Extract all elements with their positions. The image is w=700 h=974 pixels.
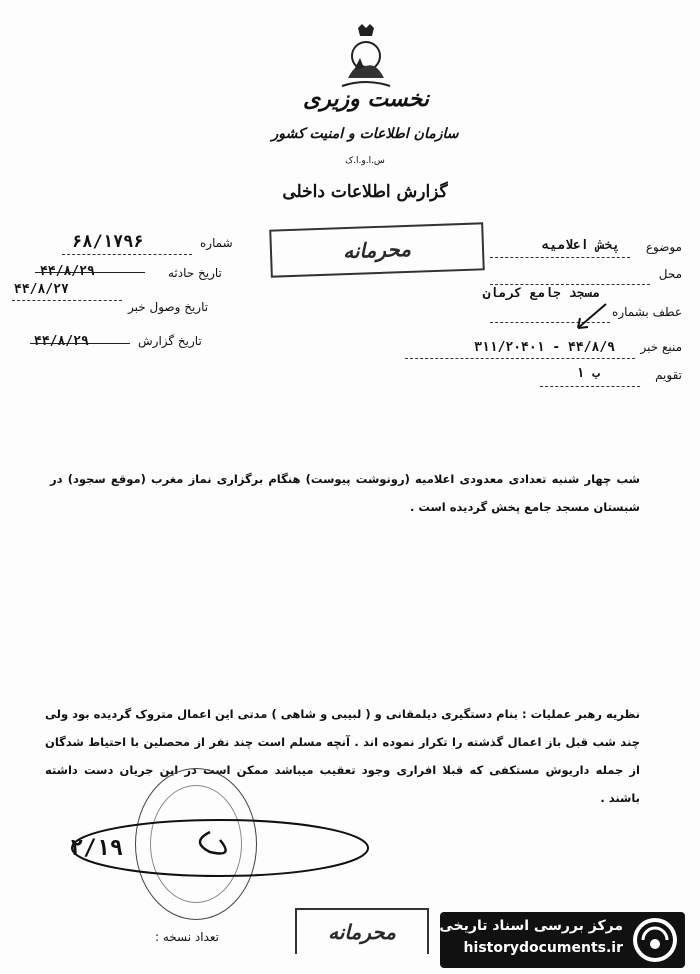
report-body-paragraph: شب چهار شنبه تعدادی معدودی اعلامیه (رونوشت پیوست) هنگام برگزاری نماز مغرب (موقع سجود) در شبستان مسجد جامع پخش گردیده است . [50,472,640,514]
report-date-value: ۴۴/۸/۲۹ [34,334,89,349]
archive-url: historydocuments.ir [463,940,623,956]
report-date-strike [30,343,130,344]
incident-date-label: تاریخ حادثه [168,266,222,280]
source-value: ۴۴/۸/۹ - ۳۱۱/۲۰۴۰۱ [474,340,615,355]
assessment-rule [540,386,640,387]
assessment-paragraph: نظریه رهبر عملیات : بنام دستگیری دیلمقانی و ( لبیبی و شاهی ) مدتی این اعمال متروک گردیده بود ولی چند شب قبل باز اعمال گذشته را تکرار نموده اند . آنچه مسلم است چند نفر از محصلین با احتیاط شدگان از جمله داریوش مستکفی که قبلا افراری وجود تعقیب میباشد ممکن است در این جریان دست داشته باشند . [45,707,640,805]
source-rule [405,358,635,359]
assessment-label: تقویم [655,368,682,382]
receipt-date-value: ۴۴/۸/۲۷ [14,282,69,297]
report-date-label: تاریخ گزارش [138,334,202,348]
document-number: ۳۶ - ۲/۱۲۸ [560,958,621,969]
organization-name: سازمان اطلاعات و امنیت کشور [271,126,459,142]
incident-date-strike [35,272,145,273]
location-value: مسجد جامع کرمان [482,286,600,301]
lion-and-sun-emblem-icon [338,22,394,92]
subject-label: موضوع [645,240,682,254]
reference-label: عطف بشماره [612,305,682,319]
signature-value: ۲/۱۹ [70,836,123,861]
number-rule [62,254,192,255]
receipt-date-rule [12,300,122,301]
source-label: منبع خبر [640,340,682,354]
receipt-date-label: تاریخ وصول خبر [128,300,209,314]
confidential-stamp-top: محرمانه [269,222,485,277]
copies-label: تعداد نسخه : [155,930,220,944]
incident-date-value: ۴۴/۸/۲۹ [40,264,95,279]
number-value: ۶۸/۱۷۹۶ [72,232,144,252]
archive-seal-icon [633,918,677,962]
number-label: شماره [200,236,233,250]
subject-value: پخش اعلامیه [541,238,620,253]
pm-office-title: نخست وزیری [303,86,429,112]
handwritten-arrow-icon [570,300,610,334]
org-code: س.ا.و.ا.ک [345,156,385,166]
report-title: گزارش اطلاعات داخلی [282,182,448,202]
location-label: محل [658,267,682,281]
location-rule [490,284,650,285]
confidential-stamp-bottom: محرمانه [295,908,429,954]
assessment-value: ب ۱ [576,366,600,381]
archive-name: مرکز بررسی اسناد تاریخی [439,918,623,934]
subject-rule [490,257,630,258]
